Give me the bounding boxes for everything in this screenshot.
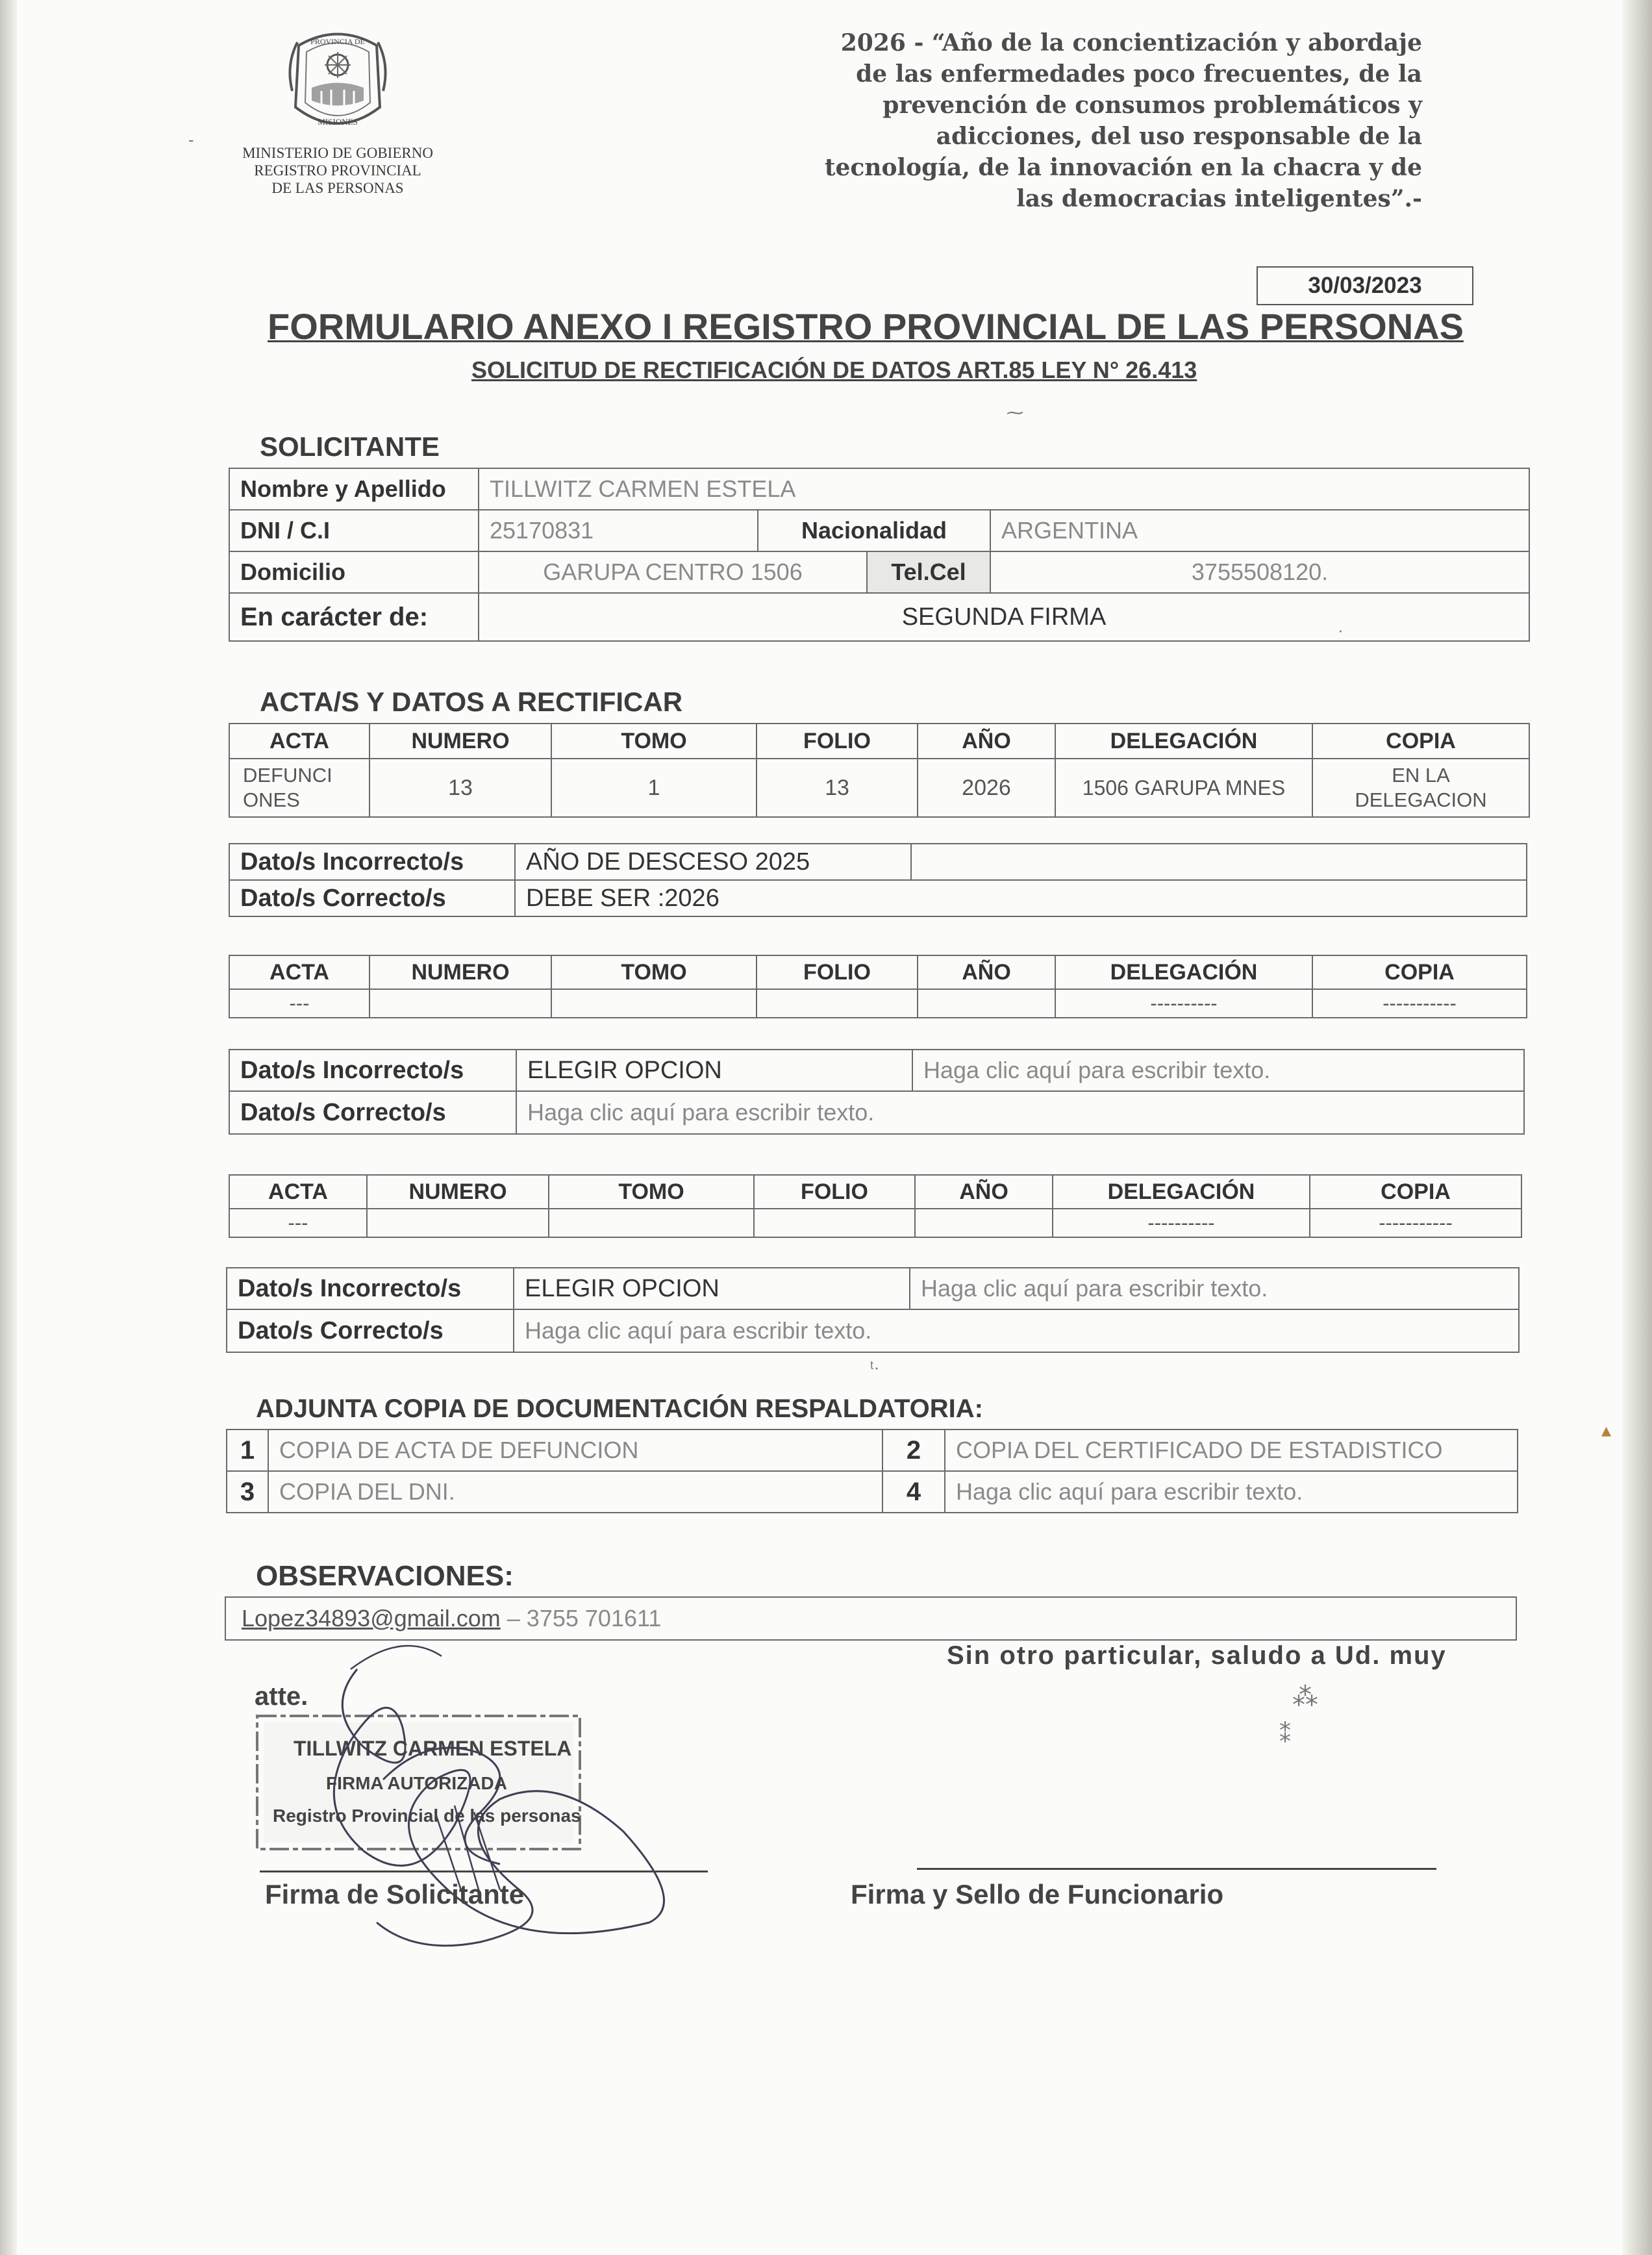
section-title-actas: ACTA/S Y DATOS A RECTIFICAR xyxy=(260,687,683,717)
acta-table-1 xyxy=(229,723,1530,818)
nombre-field[interactable]: TILLWITZ CARMEN ESTELA xyxy=(479,468,1529,510)
attachment-number: 3 xyxy=(227,1471,268,1513)
attachments-table xyxy=(226,1429,1518,1513)
header-acta: ACTA xyxy=(229,955,369,989)
attachment-field-4[interactable]: Haga clic aquí para escribir texto. xyxy=(945,1471,1518,1513)
closing-line-2: atte. xyxy=(255,1682,308,1711)
copia-field[interactable]: ----------- xyxy=(1312,989,1527,1018)
tomo-field[interactable] xyxy=(549,1209,754,1237)
telcel-field[interactable]: 3755508120. xyxy=(990,551,1529,593)
anio-field[interactable]: 2026 xyxy=(918,759,1055,817)
tomo-field[interactable]: 1 xyxy=(551,759,757,817)
numero-field[interactable]: 13 xyxy=(369,759,551,817)
numero-field[interactable] xyxy=(369,989,551,1018)
label-nacionalidad: Nacionalidad xyxy=(758,510,990,551)
label-nombre: Nombre y Apellido xyxy=(229,468,479,510)
header-copia: COPIA xyxy=(1312,724,1529,759)
form-title: FORMULARIO ANEXO I REGISTRO PROVINCIAL DE LAS PERSONAS xyxy=(268,306,1464,347)
scan-speck-icon: ⁑ xyxy=(1279,1721,1291,1748)
header-tomo: TOMO xyxy=(551,724,757,759)
acta-type-line: ONES xyxy=(243,788,300,811)
ministry-line: MINISTERIO DE GOBIERNO xyxy=(242,145,433,161)
solicitante-table xyxy=(229,468,1530,642)
attachment-number: 2 xyxy=(882,1430,945,1471)
incorrecto-option-select[interactable]: ELEGIR OPCION xyxy=(514,1268,910,1309)
closing-line: Sin otro particular, saludo a Ud. muy xyxy=(947,1641,1447,1670)
caracter-field[interactable]: SEGUNDA FIRMA xyxy=(479,593,1529,641)
delegacion-field[interactable]: 1506 GARUPA MNES xyxy=(1055,759,1312,817)
acta-table-2 xyxy=(229,955,1527,1018)
copia-line: EN LA xyxy=(1392,764,1450,787)
motto-line: tecnología, de la innovación en la chacra y de xyxy=(824,154,1422,181)
incorrecto-text-field[interactable]: Haga clic aquí para escribir texto. xyxy=(910,1268,1519,1309)
seal-top-text: PROVINCIA DE xyxy=(310,37,365,46)
datos-table-3 xyxy=(226,1267,1520,1353)
delegacion-field[interactable]: ---------- xyxy=(1055,989,1312,1018)
scan-speck-icon: ⁂ xyxy=(1292,1683,1318,1711)
label-incorrecto: Dato/s Incorrecto/s xyxy=(229,844,515,880)
label-caracter: En carácter de: xyxy=(229,593,479,641)
header-acta: ACTA xyxy=(229,724,369,759)
incorrecto-text-field[interactable]: Haga clic aquí para escribir texto. xyxy=(912,1050,1524,1091)
signature-line-right xyxy=(917,1868,1436,1870)
label-domicilio: Domicilio xyxy=(229,551,479,593)
acta-type-field[interactable]: --- xyxy=(229,1209,367,1237)
header-copia: COPIA xyxy=(1312,955,1527,989)
attachment-number: 1 xyxy=(227,1430,268,1471)
header-numero: NUMERO xyxy=(369,955,551,989)
header-copia: COPIA xyxy=(1310,1175,1521,1209)
observaciones-email-link[interactable]: Lopez34893@gmail.com xyxy=(242,1605,501,1631)
nacionalidad-field[interactable]: ARGENTINA xyxy=(990,510,1529,551)
scan-speck-icon: · xyxy=(1338,620,1344,640)
folio-field[interactable] xyxy=(757,989,918,1018)
scan-edge-right xyxy=(1622,0,1652,2255)
datos-table-1 xyxy=(229,843,1527,917)
motto-line: de las enfermedades poco frecuentes, de la xyxy=(856,60,1422,88)
header-tomo: TOMO xyxy=(551,955,757,989)
stamp-line-name: TILLWITZ CARMEN ESTELA xyxy=(294,1737,572,1760)
label-correcto: Dato/s Correcto/s xyxy=(227,1309,514,1352)
attachment-number: 4 xyxy=(882,1471,945,1513)
header-folio: FOLIO xyxy=(757,955,918,989)
incorrecto-extra-field[interactable] xyxy=(911,844,1527,880)
header-folio: FOLIO xyxy=(754,1175,915,1209)
signature-label-funcionario: Firma y Sello de Funcionario xyxy=(851,1879,1224,1909)
ministry-line: DE LAS PERSONAS xyxy=(271,180,404,196)
signature-label-solicitante: Firma de Solicitante xyxy=(265,1879,525,1909)
label-dni: DNI / C.I xyxy=(229,510,479,551)
scan-speck-icon: ⁓ xyxy=(1007,403,1023,422)
section-title-solicitante: SOLICITANTE xyxy=(260,431,440,462)
header-folio: FOLIO xyxy=(757,724,918,759)
header-delegacion: DELEGACIÓN xyxy=(1053,1175,1310,1209)
attachment-field-1[interactable]: COPIA DE ACTA DE DEFUNCION xyxy=(268,1430,882,1471)
scan-edge-left xyxy=(0,0,17,2255)
label-incorrecto: Dato/s Incorrecto/s xyxy=(229,1050,516,1091)
header-anio: AÑO xyxy=(918,955,1055,989)
acta-type-field[interactable] xyxy=(229,759,369,817)
correcto-field[interactable]: DEBE SER :2026 xyxy=(515,880,1527,916)
domicilio-field[interactable]: GARUPA CENTRO 1506 xyxy=(479,551,867,593)
header-delegacion: DELEGACIÓN xyxy=(1055,955,1312,989)
acta-type-line: DEFUNCI xyxy=(243,764,332,787)
observaciones-rest: – 3755 701611 xyxy=(500,1605,662,1631)
motto-line: adicciones, del uso responsable de la xyxy=(936,123,1422,150)
dni-field[interactable]: 25170831 xyxy=(479,510,758,551)
folio-field[interactable]: 13 xyxy=(757,759,918,817)
attachment-field-3[interactable]: COPIA DEL DNI. xyxy=(268,1471,882,1513)
label-telcel: Tel.Cel xyxy=(867,551,990,593)
acta-type-field[interactable]: --- xyxy=(229,989,369,1018)
header-numero: NUMERO xyxy=(367,1175,549,1209)
incorrecto-option-select[interactable]: ELEGIR OPCION xyxy=(516,1050,912,1091)
header-anio: AÑO xyxy=(915,1175,1053,1209)
section-title-adjunta: ADJUNTA COPIA DE DOCUMENTACIÓN RESPALDATORIA: xyxy=(256,1394,983,1423)
motto-line: 2026 - “Año de la concientización y abordaje xyxy=(840,29,1422,57)
handwritten-signature-icon xyxy=(286,1617,688,1968)
header-delegacion: DELEGACIÓN xyxy=(1055,724,1312,759)
header-tomo: TOMO xyxy=(549,1175,754,1209)
copia-line: DELEGACION xyxy=(1355,788,1487,811)
signature-line-left xyxy=(260,1871,708,1872)
label-correcto: Dato/s Correcto/s xyxy=(229,1091,516,1134)
ministry-line: REGISTRO PROVINCIAL xyxy=(254,162,421,179)
date-field[interactable]: 30/03/2023 xyxy=(1257,266,1473,305)
form-subtitle: SOLICITUD DE RECTIFICACIÓN DE DATOS ART.85 LEY N° 26.413 xyxy=(471,357,1197,383)
province-seal-icon xyxy=(273,26,403,140)
scan-speck-icon: - xyxy=(188,130,194,149)
acta-table-3 xyxy=(229,1174,1522,1238)
header-anio: AÑO xyxy=(918,724,1055,759)
correcto-text-field[interactable]: Haga clic aquí para escribir texto. xyxy=(516,1091,1524,1134)
copia-field[interactable]: ----------- xyxy=(1310,1209,1521,1237)
ministry-block xyxy=(214,144,461,197)
label-incorrecto: Dato/s Incorrecto/s xyxy=(227,1268,514,1309)
seal-bottom-text: MISIONES xyxy=(318,117,358,127)
stamp-line-registry: Registro Provincial de las personas xyxy=(273,1806,581,1826)
delegacion-field[interactable]: ---------- xyxy=(1053,1209,1310,1237)
header-acta: ACTA xyxy=(229,1175,367,1209)
tomo-field[interactable] xyxy=(551,989,757,1018)
scan-speck-icon: ▴ xyxy=(1601,1420,1612,1441)
incorrecto-field[interactable]: AÑO DE DESCESO 2025 xyxy=(515,844,911,880)
anio-field[interactable] xyxy=(918,989,1055,1018)
scan-speck-icon: ᵗ· xyxy=(870,1357,880,1377)
section-title-observaciones: OBSERVACIONES: xyxy=(256,1560,514,1592)
motto-line: las democracias inteligentes”.- xyxy=(1016,185,1422,212)
copia-field[interactable] xyxy=(1312,759,1529,817)
attachment-field-2[interactable]: COPIA DEL CERTIFICADO DE ESTADISTICO xyxy=(945,1430,1518,1471)
label-correcto: Dato/s Correcto/s xyxy=(229,880,515,916)
motto-line: prevención de consumos problemáticos y xyxy=(882,92,1422,119)
year-motto xyxy=(727,27,1422,214)
numero-field[interactable] xyxy=(367,1209,549,1237)
stamp-line-auth: FIRMA AUTORIZADA xyxy=(326,1773,507,1793)
folio-field[interactable] xyxy=(754,1209,915,1237)
correcto-text-field[interactable]: Haga clic aquí para escribir texto. xyxy=(514,1309,1519,1352)
header-numero: NUMERO xyxy=(369,724,551,759)
anio-field[interactable] xyxy=(915,1209,1053,1237)
datos-table-2 xyxy=(229,1049,1525,1135)
